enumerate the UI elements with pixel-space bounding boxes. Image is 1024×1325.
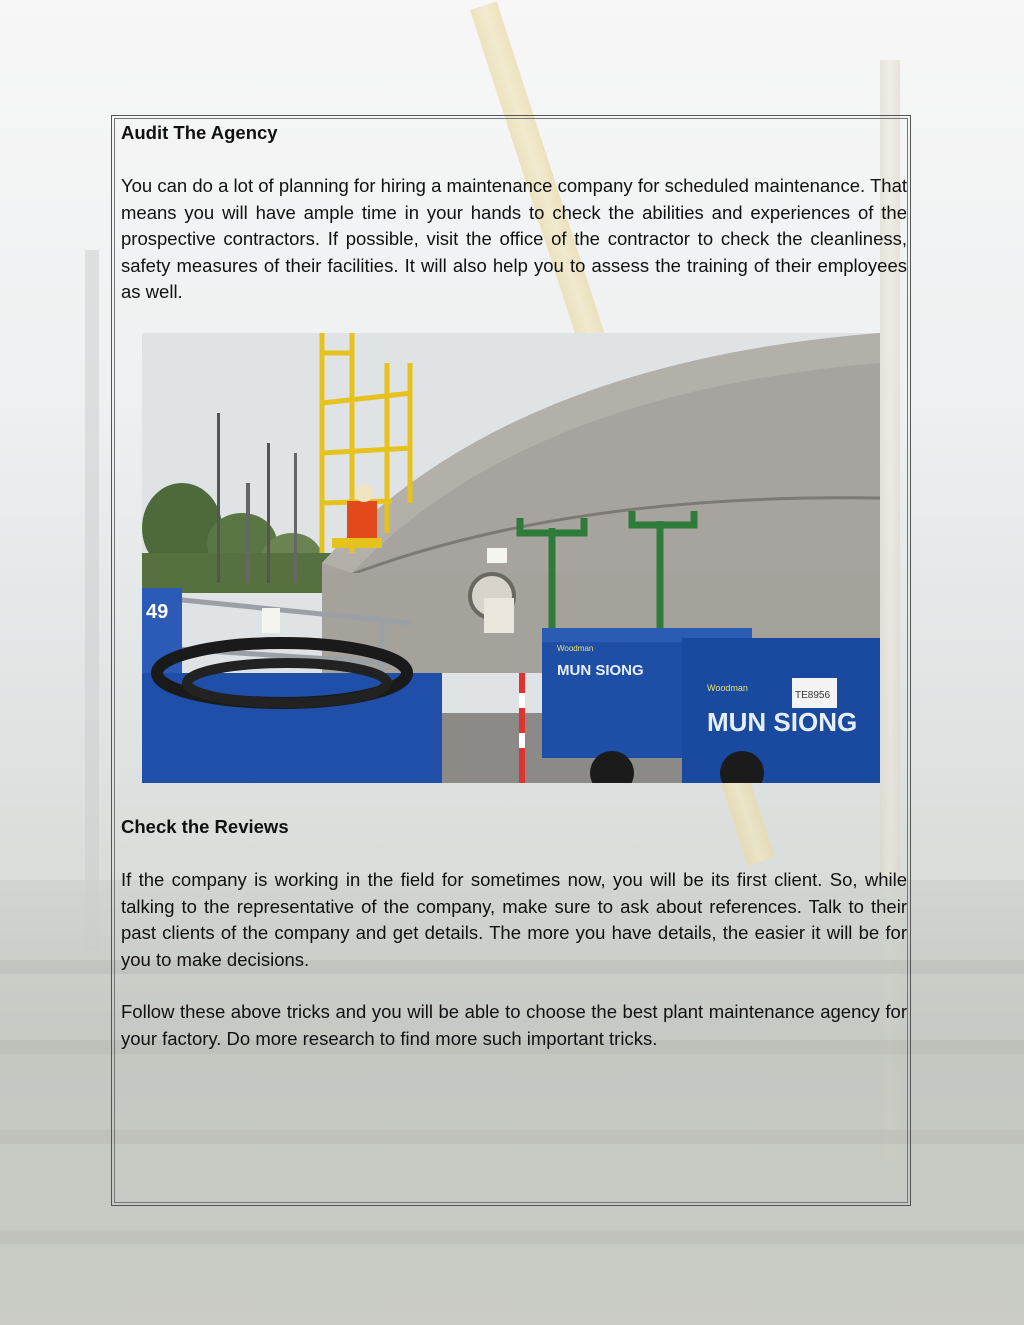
photo-plate: TE8956 bbox=[795, 690, 831, 701]
photo-label-1: Woodman bbox=[557, 644, 594, 653]
maintenance-site-photo bbox=[142, 333, 880, 783]
photo-brand-1: MUN SIONG bbox=[557, 662, 644, 679]
photo-number: 49 bbox=[146, 601, 169, 623]
closing-paragraph: Follow these above tricks and you will be able to choose the best plant maintenance agency for your factory. Do more research to find more such important tricks. bbox=[121, 1001, 907, 1049]
photo-label-2: Woodman bbox=[707, 683, 748, 693]
section-body-audit: You can do a lot of planning for hiring a maintenance company for scheduled maintenance. That means you will have ample time in your hands to check the abilities and experiences of the prospective contractors. If possible, visit the office of the contractor to check the cleanliness, safety measures of their facilities. It will also help you to assess the training of their employees as well. bbox=[121, 175, 907, 302]
section-heading-audit: Audit The Agency bbox=[121, 122, 278, 143]
background-pole bbox=[85, 250, 99, 950]
photo-brand-2: MUN SIONG bbox=[707, 707, 858, 737]
section-heading-reviews: Check the Reviews bbox=[121, 816, 289, 837]
section-body-reviews: If the company is working in the field for sometimes now, you will be its first client. So, while talking to the representative of the company, make sure to ask about references. Talk to their past clients of the company and get details. The more you have details, the easier it will be for you to make decisions. bbox=[121, 869, 907, 970]
